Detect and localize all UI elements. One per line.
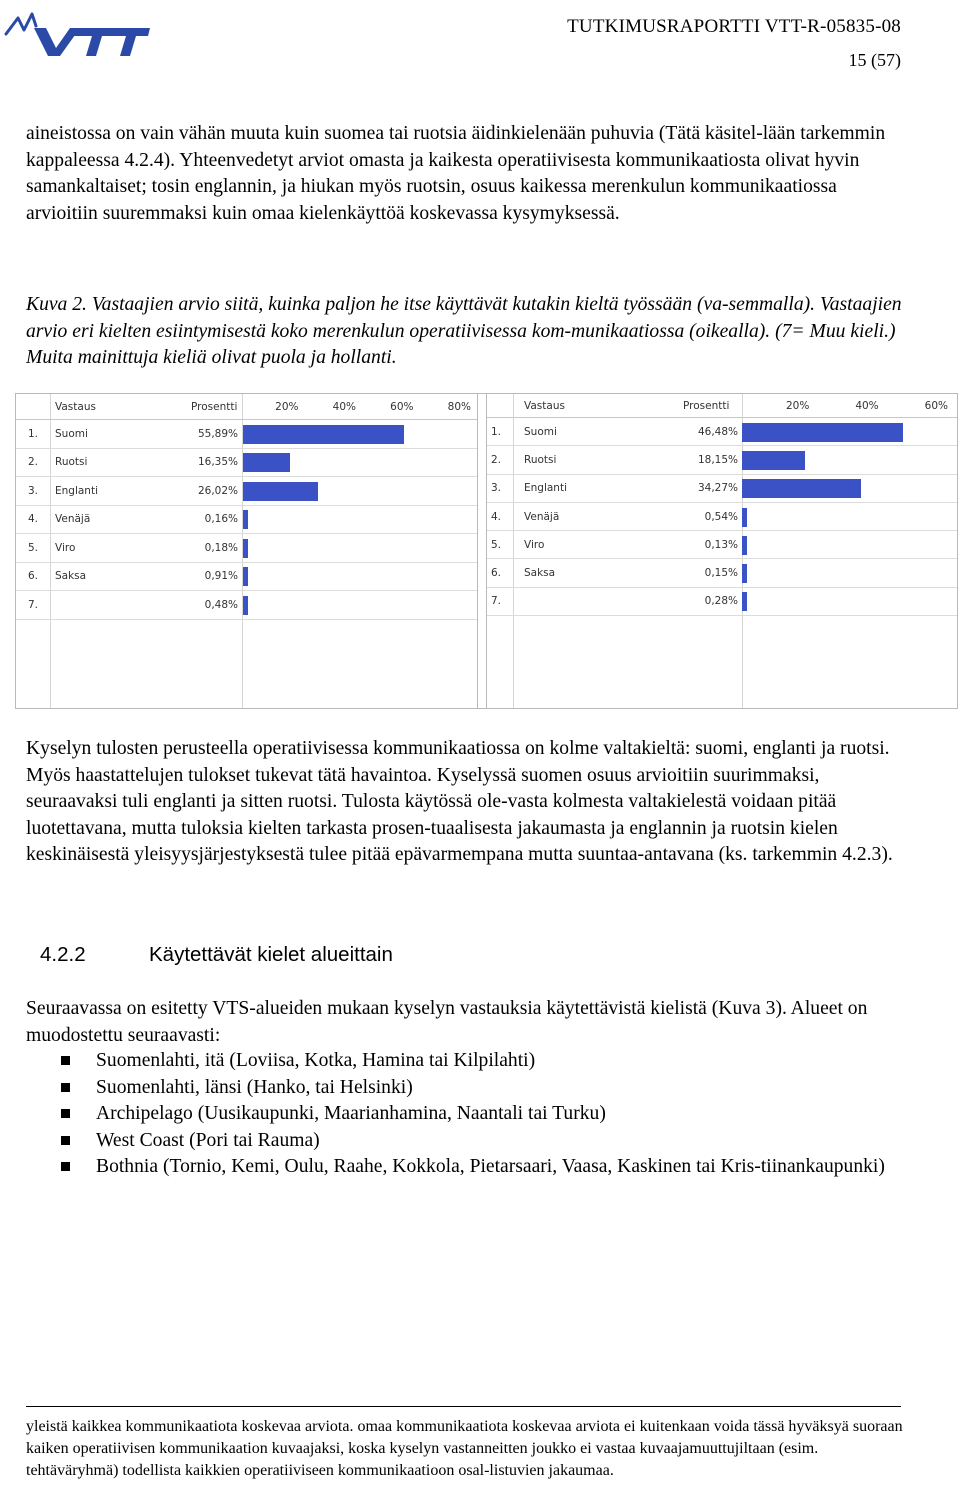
- row-value: 0,54%: [704, 510, 738, 523]
- chart-bar: [243, 482, 318, 501]
- row-value: 34,27%: [697, 482, 738, 495]
- bullet-square-icon: [61, 1109, 70, 1118]
- section-number: 4.2.2: [40, 943, 86, 966]
- axis-tick-label: 20%: [275, 400, 299, 413]
- row-label: Englanti: [524, 482, 567, 495]
- table-row: [487, 418, 957, 446]
- charts-frame: [15, 393, 958, 709]
- table-row: [16, 563, 477, 592]
- chart-all-communication: [486, 394, 957, 708]
- chart-bar: [243, 510, 248, 529]
- header-percent: Prosentti: [191, 400, 238, 413]
- row-label: Suomi: [524, 425, 557, 438]
- row-value: 46,48%: [697, 425, 738, 438]
- row-number: 2.: [491, 453, 502, 466]
- axis-tick-label: 20%: [785, 399, 810, 412]
- chart-bar: [243, 425, 404, 444]
- row-label: Ruotsi: [55, 456, 88, 469]
- chart-bar: [243, 596, 248, 615]
- table-row: [16, 534, 477, 563]
- list-item: West Coast (Pori tai Rauma): [61, 1128, 911, 1155]
- row-number: 5.: [491, 538, 502, 551]
- header-answer: Vastaus: [524, 399, 565, 412]
- bullet-square-icon: [61, 1162, 70, 1171]
- table-row: [487, 446, 957, 474]
- row-number: 3.: [28, 484, 39, 497]
- row-number: 6.: [491, 567, 502, 580]
- paragraph-intro: aineistossa on vain vähän muuta kuin suomea tai ruotsia äidinkielenään puhuvia (Tätä käsitel-lään tarkemmin kappaleessa 4.2.4). Yhteenvedetyt arviot omasta ja kaikesta operatiivisesta kommunikaatiosta olivat hyvin samankaltaiset; tosin englannin, ja hiukan myös ruotsin, osuus kaikessa merenkulun kommunikaatiossa arvioitiin suuremmaksi kuin omaa kielenkäyttöä koskevassa kysymyksessä.: [26, 123, 886, 224]
- row-label: Saksa: [524, 567, 556, 580]
- row-label: Viro: [524, 538, 545, 551]
- row-value: 18,15%: [697, 453, 738, 466]
- row-label: Viro: [55, 541, 76, 554]
- figure-caption: Kuva 2. Vastaajien arvio siitä, kuinka paljon he itse käyttävät kutakin kieltä työssään (va-semmalla). Vastaajien arvio eri kielten esiintymisestä koko merenkulun operatiivisessa kom-munikaatiossa (oikealla). (7= Muu kieli.) Muita mainittuja kieliä olivat puola ja hollanti.: [26, 294, 902, 369]
- bullet-square-icon: [61, 1136, 70, 1145]
- row-label: Englanti: [55, 484, 98, 497]
- axis-tick-label: 60%: [924, 399, 948, 412]
- chart-bar: [243, 567, 248, 586]
- row-number: 1.: [491, 425, 502, 438]
- table-row: [487, 588, 957, 616]
- chart-bar: [742, 508, 747, 527]
- report-id: TUTKIMUSRAPORTTI VTT-R-05835-08: [567, 16, 901, 37]
- bullet-square-icon: [61, 1083, 70, 1092]
- header-percent: Prosentti: [683, 399, 730, 412]
- row-value: 0,48%: [204, 598, 238, 611]
- row-value: 0,18%: [204, 541, 238, 554]
- axis-tick-label: 40%: [332, 400, 356, 413]
- axis-tick-label: 80%: [447, 400, 471, 413]
- chart-bar: [742, 564, 747, 583]
- axis-tick-label: 40%: [855, 399, 879, 412]
- row-label: Saksa: [55, 570, 87, 583]
- list-item: Suomenlahti, länsi (Hanko, tai Helsinki): [61, 1075, 911, 1102]
- footnote: yleistä kaikkea kommunikaatiota koskevaa arviota. omaa kommunikaatiota koskevaa arviota ei kuitenkaan voida tässä hyväksyä suoraan kaiken operatiivisen kommunikaation kuvaajaksi, koska kyselyn vastanneitten joukko ei vastaa kuvaajamuuttujiltaan (esim. tehtäväryhmä) todellista kaikkien operatiiviseen kommunikaatioon osal-listuvien jakaumaa.: [26, 1418, 903, 1479]
- row-number: 4.: [491, 510, 502, 523]
- table-row: [16, 506, 477, 535]
- row-number: 5.: [28, 541, 39, 554]
- axis-tick-label: 60%: [390, 400, 414, 413]
- row-number: 6.: [28, 570, 39, 583]
- row-value: 16,35%: [197, 456, 238, 469]
- row-value: 0,91%: [204, 570, 238, 583]
- header-answer: Vastaus: [55, 400, 96, 413]
- row-value: 0,13%: [704, 538, 738, 551]
- row-label: Venäjä: [55, 513, 91, 526]
- row-number: 4.: [28, 513, 39, 526]
- section-heading: [40, 943, 393, 967]
- table-row: [16, 449, 477, 478]
- chart-own-usage: [16, 394, 478, 708]
- table-row: [16, 591, 477, 620]
- list-item: Archipelago (Uusikaupunki, Maarianhamina, Naantali tai Turku): [61, 1101, 911, 1128]
- table-row: [16, 420, 477, 449]
- row-number: 7.: [28, 598, 39, 611]
- row-label: Ruotsi: [524, 453, 557, 466]
- row-number: 2.: [28, 456, 39, 469]
- bullet-square-icon: [61, 1056, 70, 1065]
- section-title: Käytettävät kielet alueittain: [149, 943, 393, 966]
- row-number: 3.: [491, 482, 502, 495]
- row-value: 0,16%: [204, 513, 238, 526]
- list-item: Bothnia (Tornio, Kemi, Oulu, Raahe, Kokkola, Pietarsaari, Vaasa, Kaskinen tai Kris-tiinankaupunki): [61, 1154, 911, 1181]
- paragraph-results: Kyselyn tulosten perusteella operatiivisessa kommunikaatiossa on kolme valtakieltä: suomi, englanti ja ruotsi. Myös haastattelujen tulokset tukevat tätä havaintoa. Kyselyssä suomen osuus arvioitiin suurimmaksi, seuraavaksi tuli englanti ja sitten ruotsi. Tulosta käytössä ole-vasta kolmesta valtakielestä voidaan pitää luotettavana, mutta tuloksia kielten tarkasta prosen-tuaalisesta jakaumasta ja englannin ja ruotsin kielen keskinäisestä yleisyysjärjestyksestä tulee pitää epävarmempana mutta suuntaa-antavana (ks. tarkemmin 4.2.3).: [26, 738, 893, 866]
- table-row: [487, 503, 957, 531]
- chart-bar: [742, 536, 747, 555]
- logo-swoosh-icon: [6, 14, 36, 34]
- chart-bar: [742, 451, 805, 470]
- chart-bar: [742, 479, 861, 498]
- chart-header-row: [487, 394, 957, 418]
- table-row: [487, 531, 957, 559]
- vtt-logo: [4, 6, 152, 62]
- chart-bar: [742, 592, 747, 611]
- row-value: 55,89%: [197, 427, 238, 440]
- chart-header-row: [16, 394, 477, 420]
- row-number: 7.: [491, 595, 502, 608]
- table-row: [487, 560, 957, 588]
- chart-bar: [243, 453, 290, 472]
- row-label: Suomi: [55, 427, 88, 440]
- page-number: 15 (57): [848, 50, 901, 70]
- row-label: Venäjä: [524, 510, 560, 523]
- paragraph-regions: Seuraavassa on esitetty VTS-alueiden mukaan kyselyn vastauksia käytettävistä kielistä (Kuva 3). Alueet on muodostettu seuraavasti:: [26, 998, 868, 1046]
- row-number: 1.: [28, 427, 39, 440]
- list-item: Suomenlahti, itä (Loviisa, Kotka, Hamina tai Kilpilahti): [61, 1048, 911, 1075]
- row-value: 26,02%: [197, 484, 238, 497]
- region-list: [61, 1048, 911, 1181]
- row-value: 0,28%: [704, 595, 738, 608]
- footnote-rule: [26, 1406, 901, 1407]
- row-value: 0,15%: [704, 567, 738, 580]
- chart-bar: [243, 539, 248, 558]
- table-row: [487, 475, 957, 503]
- table-row: [16, 477, 477, 506]
- chart-bar: [742, 423, 903, 442]
